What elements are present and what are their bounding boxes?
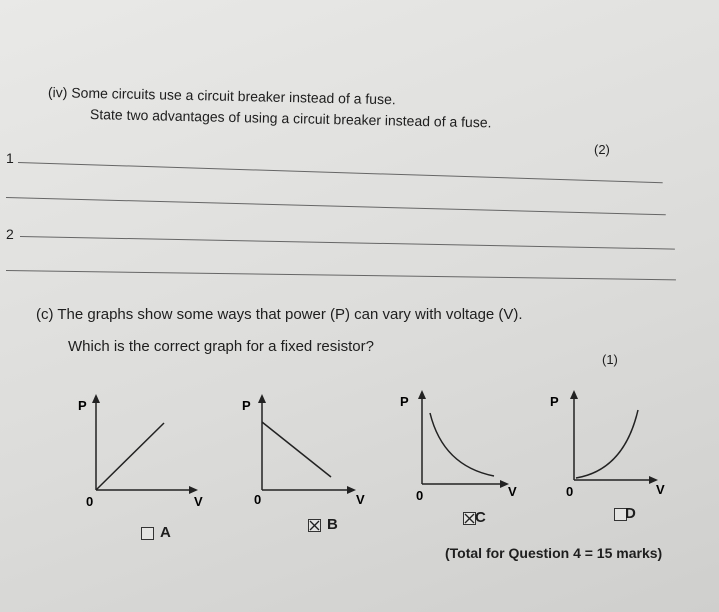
graph-b-line [262,422,331,477]
checked-cross-icon [309,520,320,531]
graph-c-curve [430,413,494,476]
graph-a [74,390,214,510]
graph-a-origin: 0 [86,494,94,509]
option-a-label: A [160,524,171,541]
graph-b [238,390,378,510]
marks-label-iv: (2) [594,142,610,157]
graph-c-origin: 0 [416,488,424,503]
answer-line-1b[interactable] [6,197,666,215]
checked-cross-icon [464,513,475,524]
graph-d [546,388,686,508]
graph-a-x-label: V [194,494,203,509]
total-marks: (Total for Question 4 = 15 marks) [445,545,663,561]
graph-c-y-label: P [400,394,409,409]
option-a-checkbox[interactable] [141,527,154,540]
option-b-checkbox[interactable] [308,519,321,532]
graph-d-x-label: V [656,482,665,497]
question-iv-text: (iv) Some circuits use a circuit breaker instead of a fuse. [47,84,396,108]
answer-line-2b[interactable] [6,270,676,280]
graph-d-origin: 0 [566,484,574,499]
answer-line-1[interactable] [18,162,663,183]
option-b-label: B [327,516,338,533]
answer-number-1: 1 [6,150,14,166]
graph-a-line [96,423,164,490]
graph-b-origin: 0 [254,492,262,507]
question-iv-instruction: State two advantages of using a circuit breaker instead of a fuse. [89,106,492,131]
graph-c-x-label: V [508,484,517,499]
graph-d-y-label: P [550,394,559,409]
graph-b-y-label: P [242,398,251,413]
answer-line-2[interactable] [20,236,675,250]
answer-number-2: 2 [6,226,14,242]
question-c-question: Which is the correct graph for a fixed resistor? [68,338,374,355]
graph-a-y-label: P [78,398,87,413]
graph-c [398,388,538,508]
graph-b-x-label: V [356,492,365,507]
marks-label-c: (1) [602,352,618,367]
option-d-label: D [625,505,636,522]
option-c-label: C [475,509,486,526]
graph-d-curve [576,410,638,478]
question-c-text: (c) The graphs show some ways that power (P) can vary with voltage (V). [36,306,523,323]
